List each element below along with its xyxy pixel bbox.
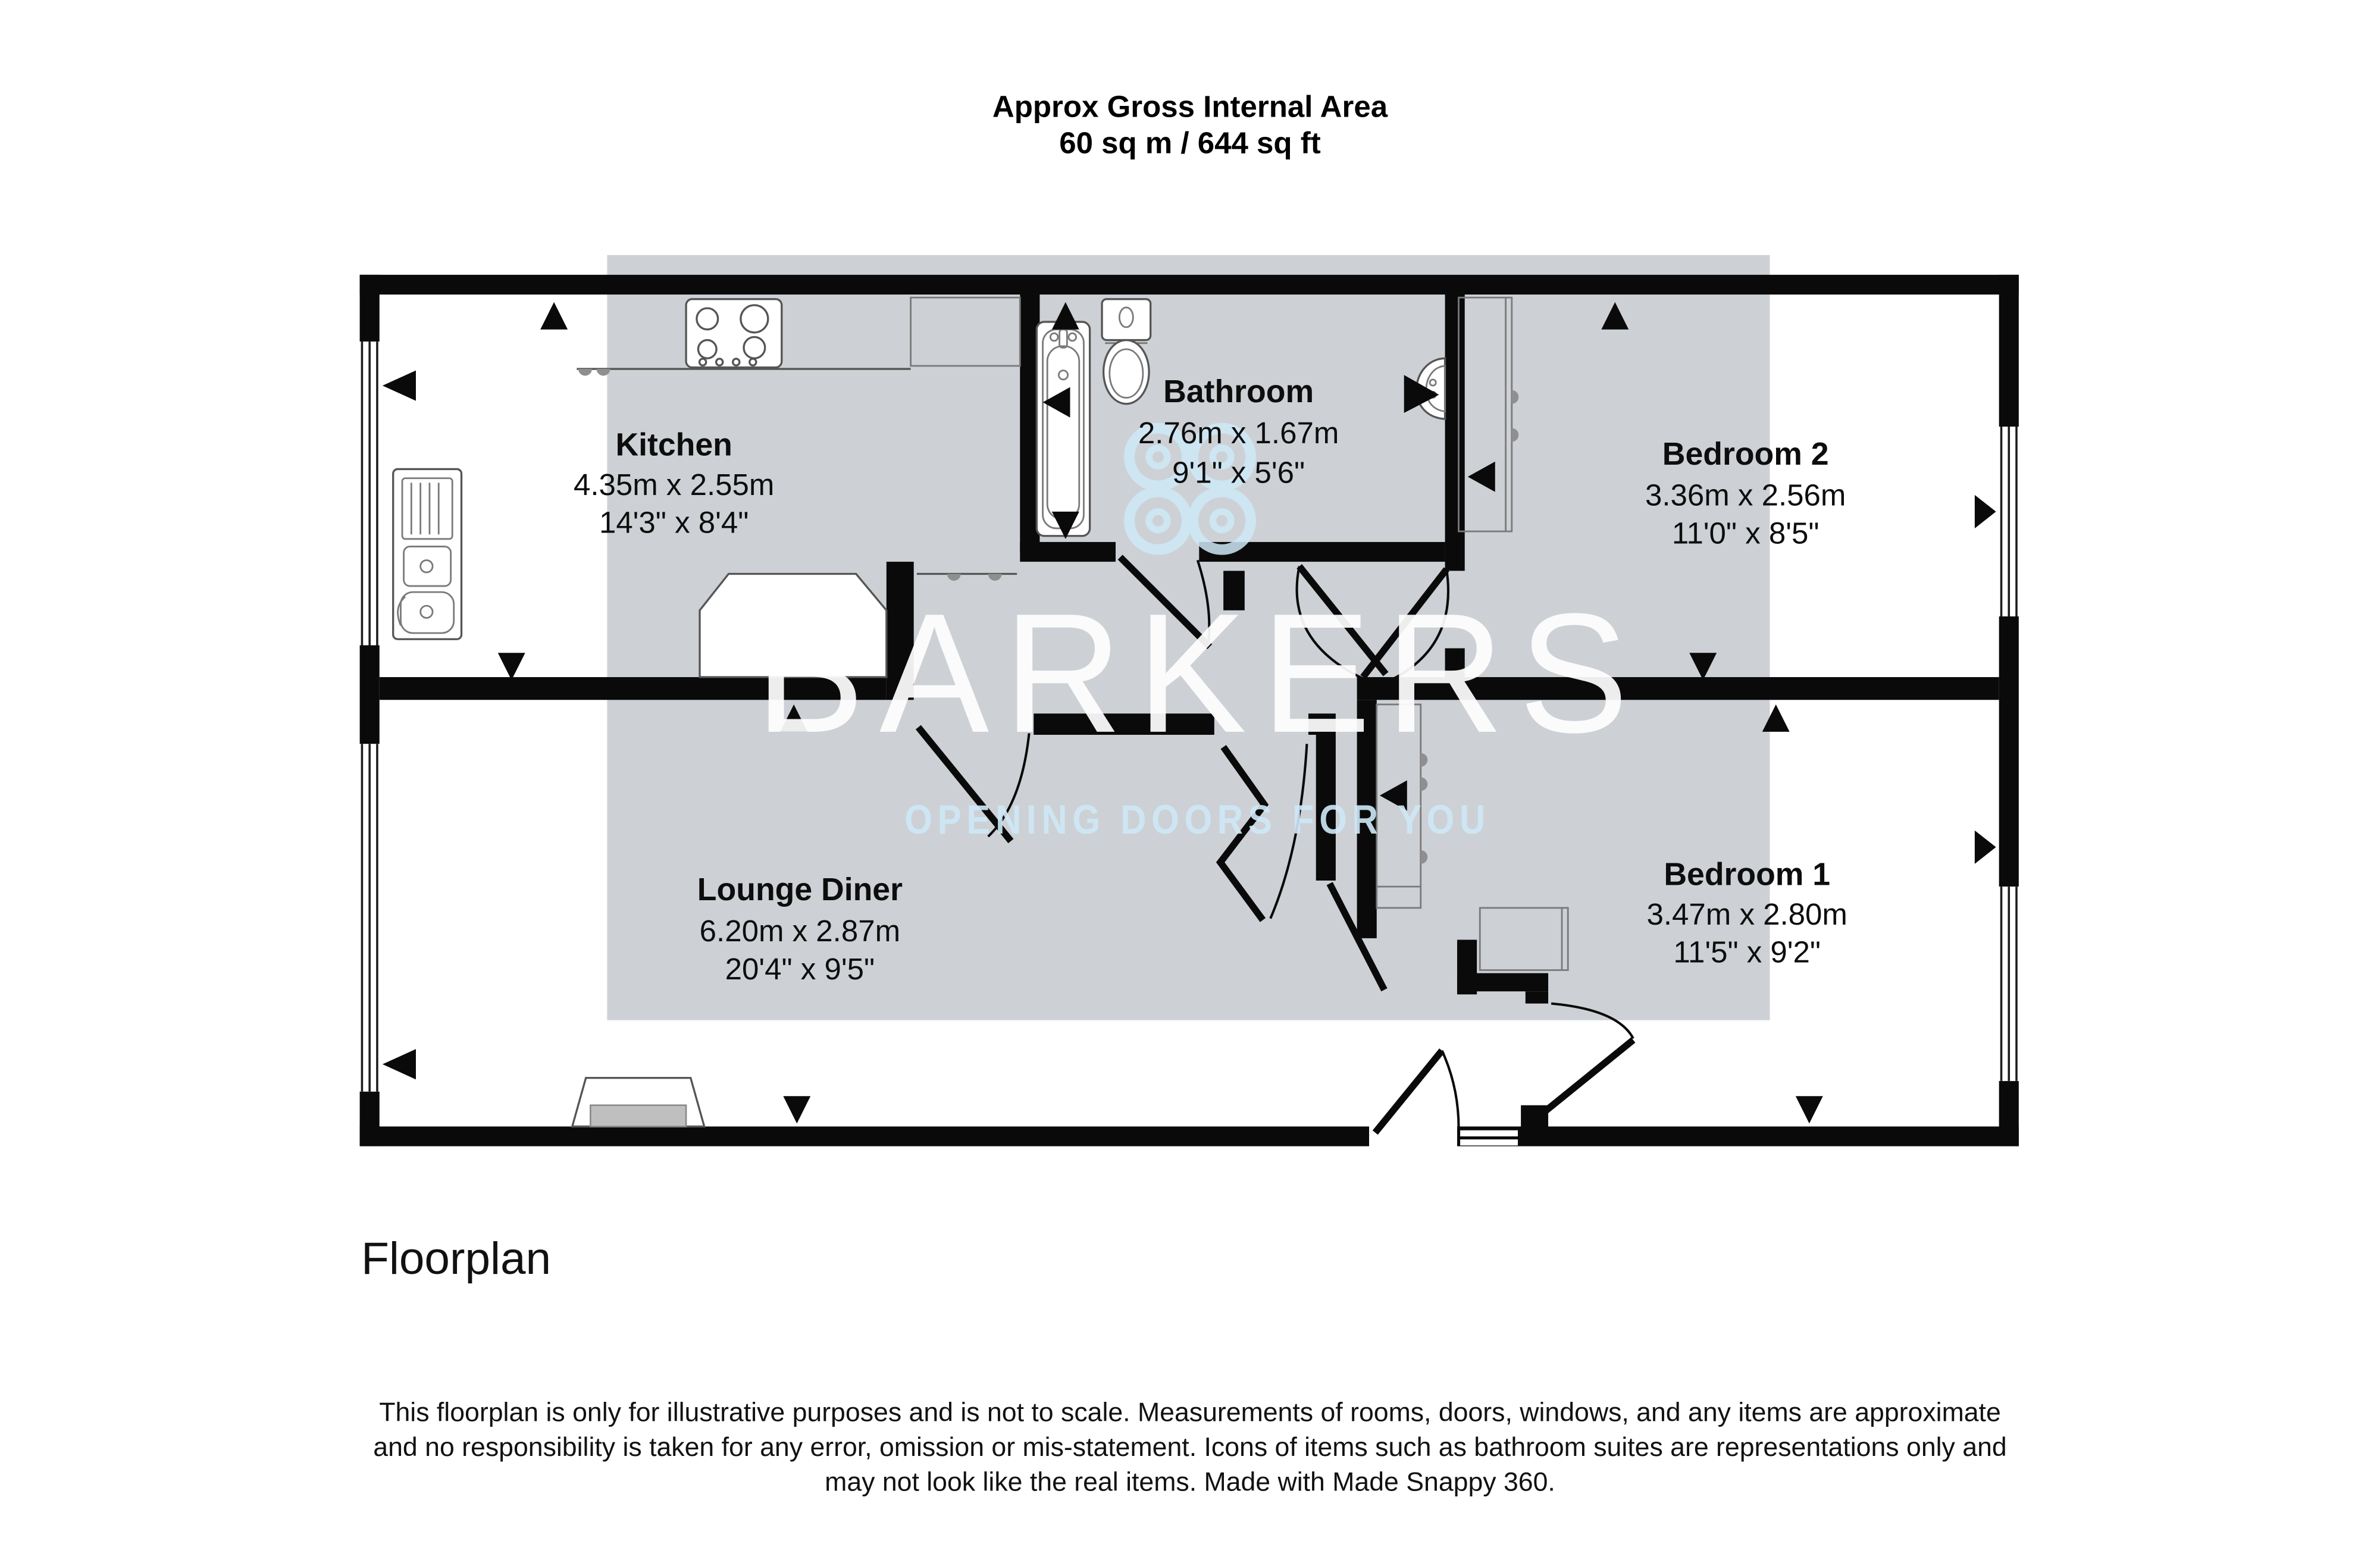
room-imperial: 20'4" x 9'5" [725, 951, 875, 986]
page-title [992, 89, 1388, 159]
marker-left-lounge [383, 1049, 416, 1079]
room-imperial: 11'0" x 8'5" [1671, 516, 1820, 550]
room-label-lounge-diner [697, 872, 903, 986]
room-name: Bedroom 2 [1662, 436, 1829, 472]
wall-left-seg2 [360, 645, 380, 744]
wall-right-seg2 [1999, 616, 2019, 887]
title-line2: 60 sq m / 644 sq ft [1059, 126, 1321, 160]
bathtub-icon [1036, 322, 1089, 536]
watermark-brand-text: BARKERS [755, 577, 1643, 768]
wall-closet-l2 [1457, 973, 1548, 992]
window-lounge-left [358, 744, 381, 1091]
disclaimer-line3: may not look like the real items. Made with Made Snappy 360. [825, 1467, 1555, 1497]
floorplan-caption: Floorplan [361, 1233, 552, 1284]
wall-bathroom-bottom-a [1020, 542, 1116, 562]
watermark-tagline-text: OPENING DOORS FOR YOU [904, 796, 1491, 843]
kitchen-sink-icon [393, 469, 462, 639]
room-name: Bedroom 1 [1664, 857, 1831, 892]
room-metric: 3.36m x 2.56m [1645, 478, 1846, 512]
room-imperial: 11'5" x 9'2" [1673, 935, 1821, 969]
wall-top [360, 275, 2019, 295]
room-name: Bathroom [1163, 374, 1314, 410]
window-kitchen-left [358, 342, 381, 645]
wall-bottom-left [360, 1126, 1369, 1146]
marker-down-bedroom1 [1796, 1096, 1823, 1123]
wall-right-seg3 [1999, 1081, 2019, 1147]
lounge-hearth [572, 1078, 704, 1127]
wall-left-seg3 [360, 1092, 380, 1147]
marker-right-bedroom1 [1975, 831, 1996, 864]
room-metric: 3.47m x 2.80m [1646, 897, 1847, 931]
bedroom1-door [1537, 1004, 1633, 1117]
room-label-bedroom1 [1647, 857, 1847, 969]
room-name: Kitchen [615, 427, 732, 463]
room-name: Lounge Diner [697, 872, 903, 908]
room-label-bedroom2 [1645, 437, 1846, 550]
disclaimer-line2: and no responsibility is taken for any error, omission or mis-statement. Icons of items such as bathroom suites are representations only and [373, 1433, 2007, 1462]
marker-right-bedroom2 [1975, 495, 1996, 528]
hob-icon [686, 299, 782, 368]
room-metric: 2.76m x 1.67m [1138, 416, 1339, 450]
wall-closet-l3 [1526, 991, 1548, 1003]
toilet-icon [1102, 299, 1151, 404]
marker-down-kitchen [498, 653, 525, 680]
title-line1: Approx Gross Internal Area [992, 89, 1388, 124]
marker-down-lounge [783, 1096, 810, 1123]
window-bedroom2-right [1997, 427, 2020, 616]
marker-left-kitchen [383, 371, 416, 401]
room-imperial: 14'3" x 8'4" [599, 505, 749, 540]
room-imperial: 9'1" x 5'6" [1172, 455, 1305, 490]
wall-bed2-left-upper [1445, 295, 1465, 571]
marker-up-kitchen [540, 302, 568, 330]
wall-right-seg1 [1999, 275, 2019, 427]
window-bedroom1-right [1997, 887, 2020, 1081]
room-metric: 4.35m x 2.55m [573, 467, 775, 502]
disclaimer-line1: This floorplan is only for illustrative purposes and is not to scale. Measurements of rooms, doors, windows, and any items are approximate [379, 1398, 2001, 1427]
cabinet-knob [578, 369, 592, 375]
room-metric: 6.20m x 2.87m [699, 914, 901, 948]
footer [361, 1233, 2007, 1497]
front-door [1375, 1051, 1458, 1133]
wall-left-seg1 [360, 275, 380, 342]
